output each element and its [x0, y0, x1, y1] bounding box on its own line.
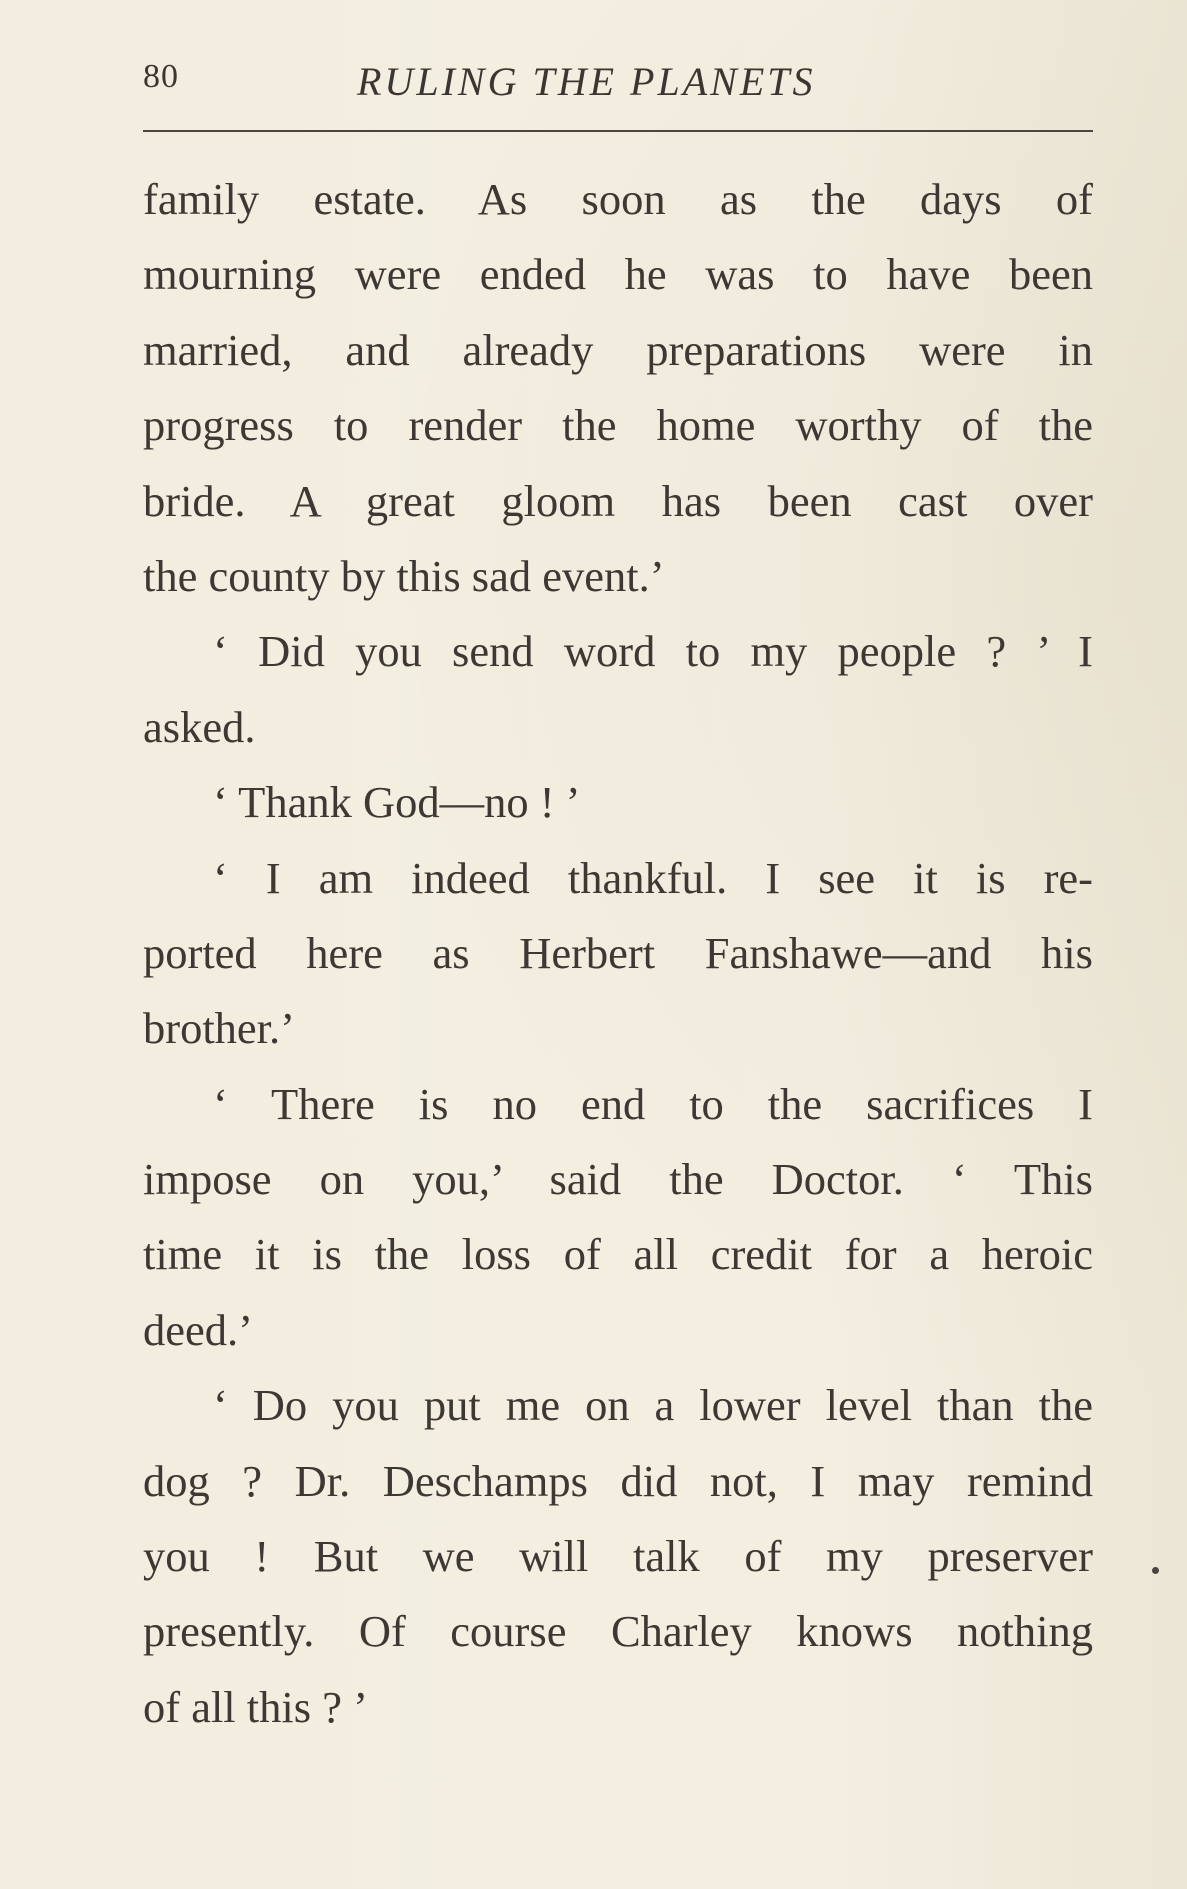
text-line: ‘ There is no end to the sacrifices I [213, 1078, 1093, 1129]
text-line: presently. Of course Charley knows nothing [143, 1606, 1093, 1657]
text-line: married, and already preparations were in [143, 324, 1093, 375]
text-line: brother.’ [143, 1003, 295, 1054]
running-title: RULING THE PLANETS [357, 59, 816, 104]
text-line: dog ? Dr. Deschamps did not, I may remind [143, 1455, 1093, 1506]
page-number: 80 [143, 58, 179, 95]
body-text [143, 162, 1093, 1745]
text-line: progress to render the home worthy of the [143, 400, 1093, 451]
text-line: ‘ Did you send word to my people ? ’ I [213, 626, 1093, 677]
text-line: the county by this sad event.’ [143, 550, 665, 601]
text-line: ‘ Thank God—no ! ’ [213, 777, 581, 828]
text-line: asked. [143, 701, 256, 752]
text-line: family estate. As soon as the days of [143, 174, 1093, 224]
text-line: you ! But we will talk of my preserver [143, 1531, 1093, 1582]
text-line: deed.’ [143, 1304, 253, 1355]
text-line: mourning were ended he was to have been [143, 249, 1093, 300]
text-line: impose on you,’ said the Doctor. ‘ This [143, 1154, 1093, 1205]
text-line: ‘ I am indeed thankful. I see it is re- [213, 852, 1093, 903]
text-line: bride. A great gloom has been cast over [143, 475, 1093, 526]
text-line: ‘ Do you put me on a lower level than the [213, 1380, 1093, 1431]
text-line: time it is the loss of all credit for a heroic [143, 1229, 1093, 1280]
ink-speck [1152, 1567, 1159, 1574]
text-line: ported here as Herbert Fanshawe—and his [143, 927, 1093, 978]
page-header [143, 52, 1093, 112]
header-rule [143, 130, 1093, 132]
text-line: of all this ? ’ [143, 1681, 368, 1732]
